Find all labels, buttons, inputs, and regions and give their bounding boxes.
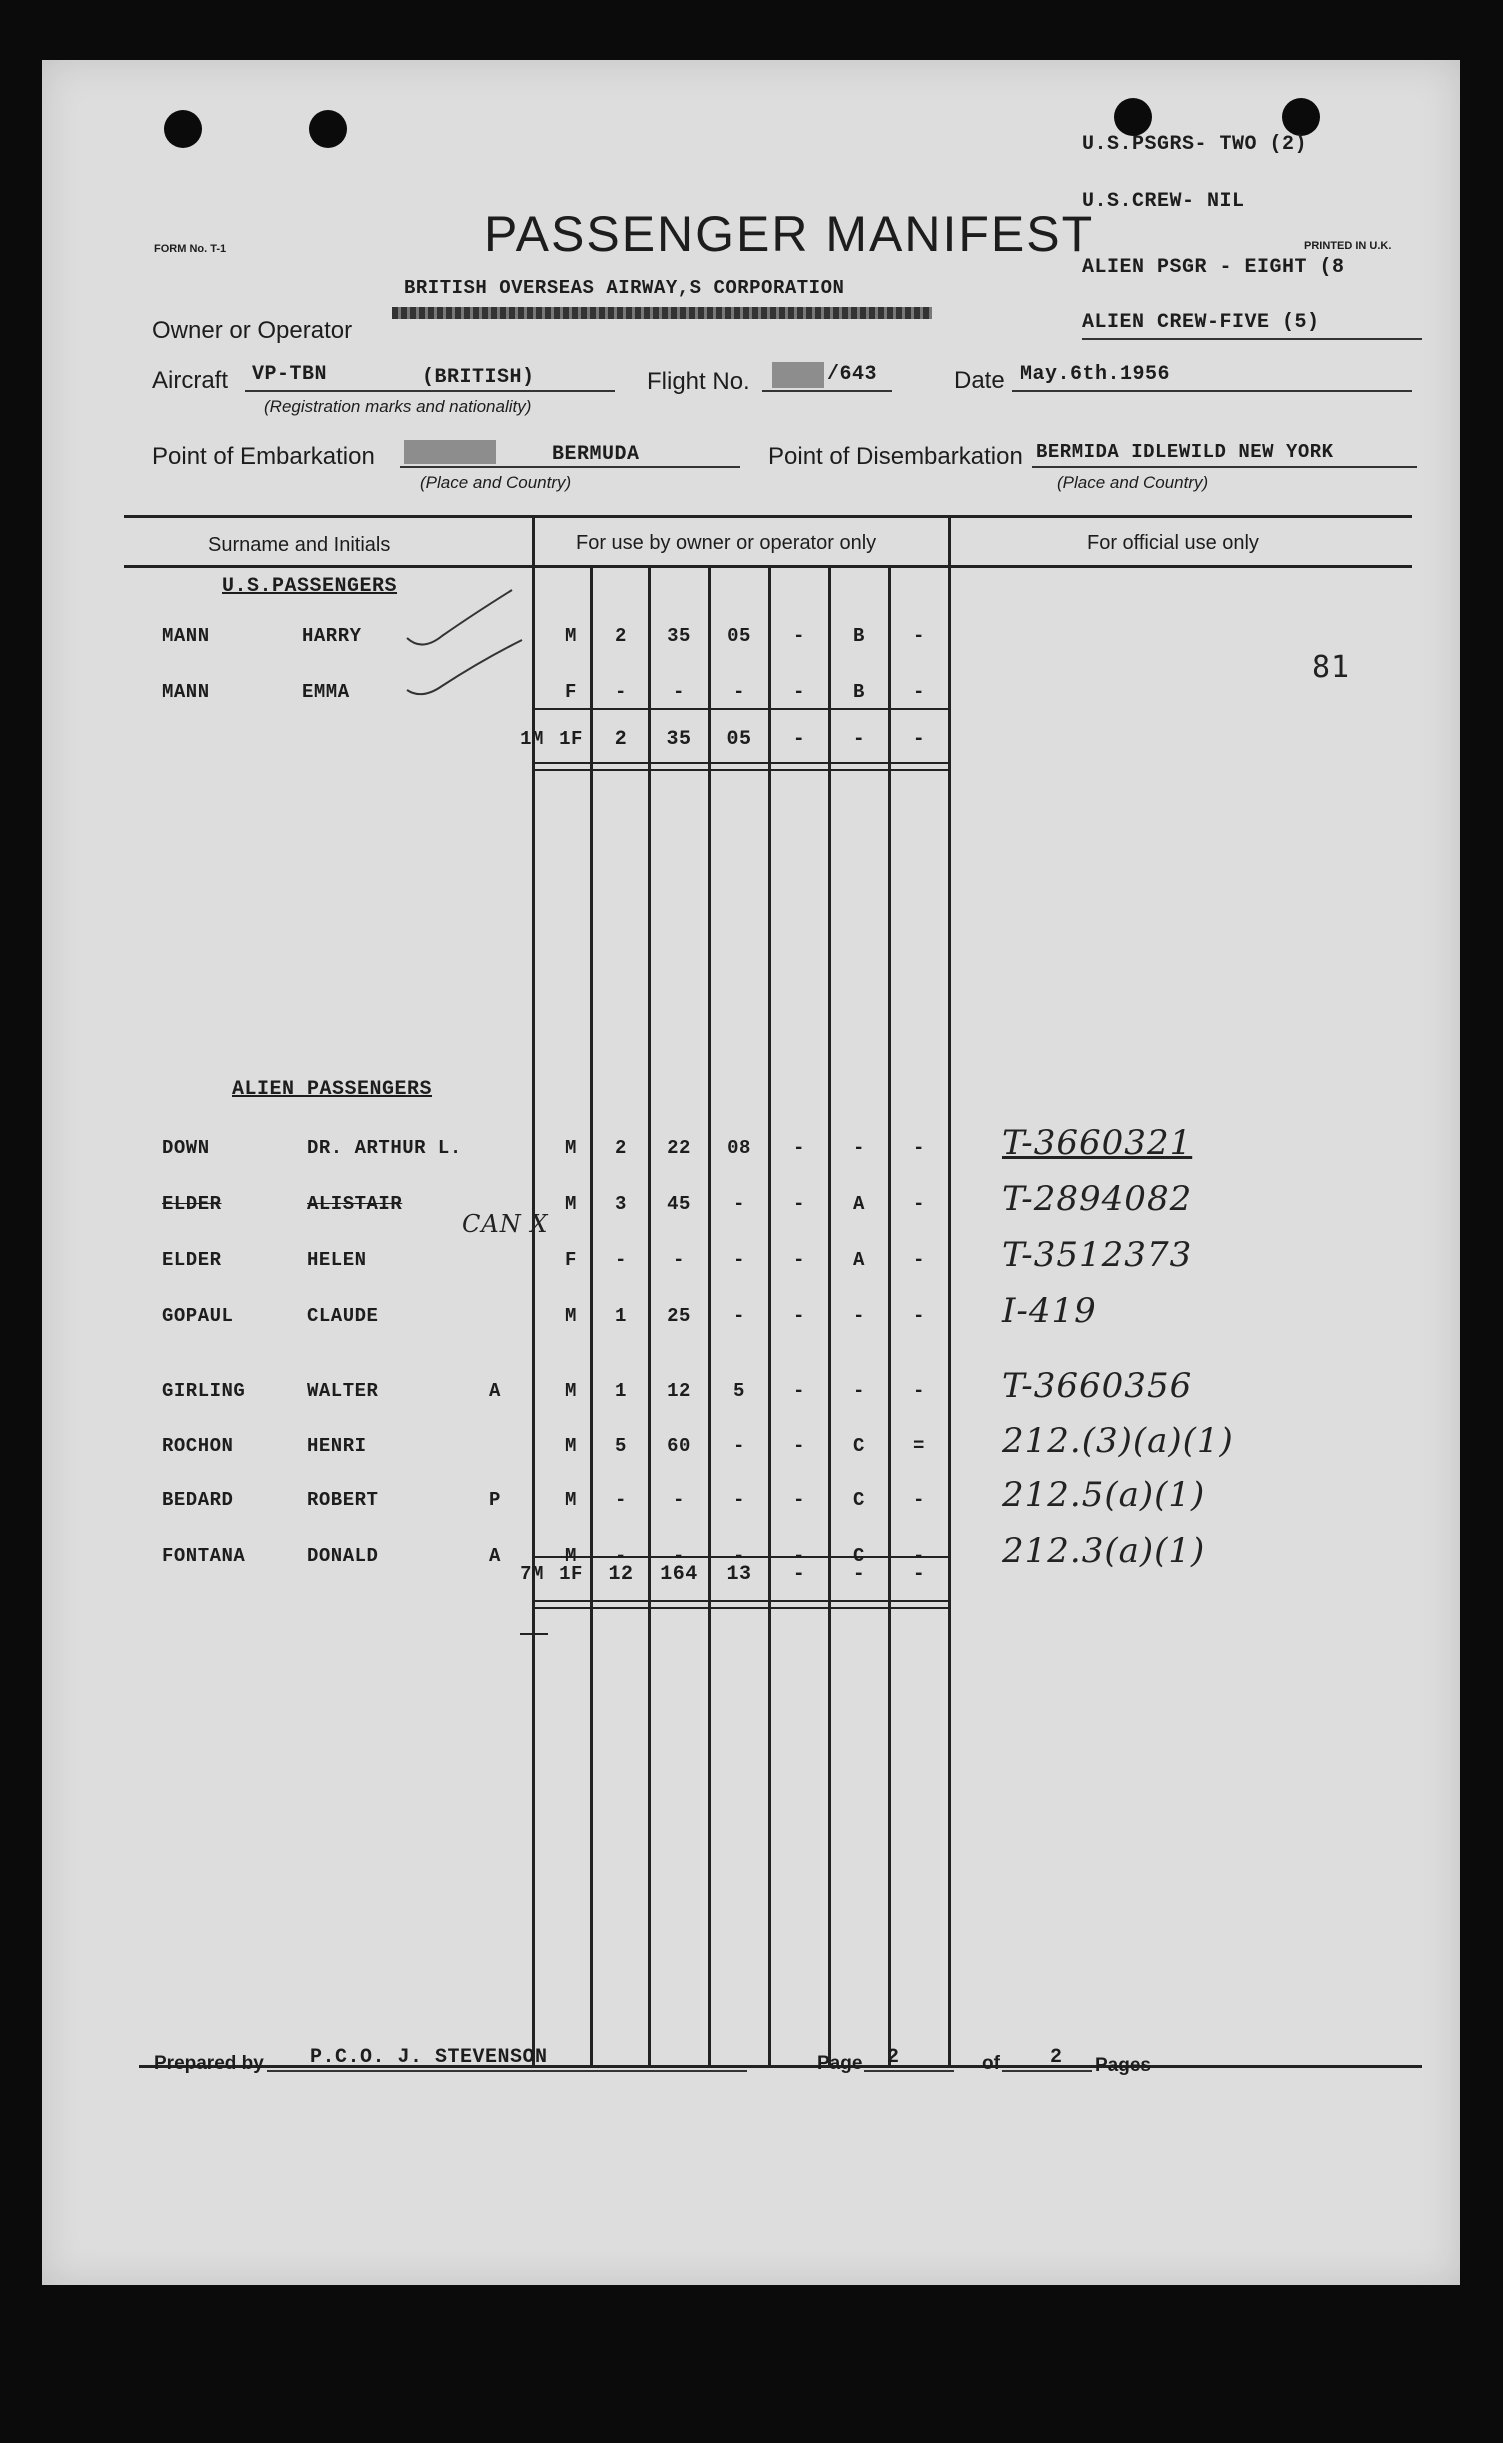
given-name-cell: HARRY — [302, 625, 362, 647]
surname-cell: ELDER — [162, 1249, 222, 1271]
official-note: 212.5(a)(1) — [1002, 1475, 1206, 1515]
owner-value: BRITISH OVERSEAS AIRWAY,S CORPORATION — [404, 277, 845, 299]
total-cell: 1F — [559, 1563, 583, 1585]
col-header-official: For official use only — [1087, 532, 1259, 554]
surname-cell: ROCHON — [162, 1435, 234, 1457]
surname-cell: GOPAUL — [162, 1305, 234, 1327]
code-cell: 12 — [667, 1380, 691, 1402]
code-cell: 5 — [615, 1435, 627, 1457]
table-top-rule — [124, 515, 1412, 518]
divider — [400, 466, 740, 468]
divider — [1032, 466, 1417, 468]
redaction — [772, 362, 824, 388]
date-label: Date — [954, 367, 1005, 394]
code-cell: - — [913, 1545, 925, 1567]
aircraft-label: Aircraft — [152, 367, 229, 394]
date-value: May.6th.1956 — [1020, 363, 1171, 386]
margin-note: 81 — [1312, 650, 1351, 685]
code-cell: - — [793, 1489, 805, 1511]
total-cell: 12 — [608, 1563, 634, 1586]
code-cell: - — [733, 1305, 745, 1327]
divider — [762, 390, 892, 392]
tick-marks — [402, 580, 562, 740]
total-cell: 35 — [666, 728, 692, 751]
code-cell: 5 — [733, 1380, 745, 1402]
col-rule — [948, 515, 951, 2065]
code-cell: - — [733, 1435, 745, 1457]
total-cell: 1F — [559, 728, 583, 750]
code-cell: 60 — [667, 1435, 691, 1457]
given-name-cell: DONALD — [307, 1545, 379, 1567]
official-note: T-2894082 — [1002, 1179, 1193, 1219]
code-cell: - — [733, 1249, 745, 1271]
given-name-cell: EMMA — [302, 681, 350, 703]
code-cell: 45 — [667, 1193, 691, 1215]
given-name-cell: WALTER — [307, 1380, 379, 1402]
code-cell: - — [733, 1489, 745, 1511]
code-cell: - — [913, 1380, 925, 1402]
surname-cell: MANN — [162, 625, 210, 647]
total-rule — [532, 762, 948, 764]
total-cell: - — [852, 1563, 866, 1586]
divider — [1002, 2070, 1092, 2072]
prepared-label: Prepared by — [154, 2053, 264, 2074]
punch-hole — [1114, 98, 1152, 136]
code-cell: 3 — [615, 1193, 627, 1215]
code-cell: - — [793, 1137, 805, 1159]
code-cell: - — [853, 1305, 865, 1327]
official-note: 212.3(a)(1) — [1002, 1531, 1206, 1571]
code-cell: - — [673, 681, 685, 703]
official-note: T-3660356 — [1002, 1366, 1193, 1406]
code-cell: C — [853, 1435, 865, 1457]
of-value: 2 — [1050, 2046, 1063, 2069]
given-name-cell: HELEN — [307, 1249, 367, 1271]
total-cell: 13 — [726, 1563, 752, 1586]
surname-cell: FONTANA — [162, 1545, 246, 1567]
surname-cell: GIRLING — [162, 1380, 246, 1402]
given-name-cell: CLAUDE — [307, 1305, 379, 1327]
code-cell: - — [913, 681, 925, 703]
divider — [1012, 390, 1412, 392]
surname-cell: DOWN — [162, 1137, 210, 1159]
code-cell: B — [853, 625, 865, 647]
punch-hole — [164, 110, 202, 148]
printed-note: PRINTED IN U.K. — [1304, 240, 1392, 252]
code-cell: - — [913, 1489, 925, 1511]
divider — [267, 2070, 747, 2072]
alien-psgr-total: ALIEN PSGR - EIGHT (8 — [1082, 256, 1345, 279]
us-crew-total: U.S.CREW- NIL — [1082, 190, 1245, 213]
struck-text — [392, 307, 932, 319]
code-cell: - — [913, 625, 925, 647]
total-cell: 164 — [660, 1563, 698, 1586]
code-cell: - — [615, 1489, 627, 1511]
punch-hole — [309, 110, 347, 148]
code-cell: - — [793, 1193, 805, 1215]
given-name-cell: HENRI — [307, 1435, 367, 1457]
code-cell: - — [793, 625, 805, 647]
code-cell: 2 — [615, 1137, 627, 1159]
disembark-value: BERMIDA IDLEWILD NEW YORK — [1036, 441, 1334, 463]
us-psgrs-total: U.S.PSGRS- TWO (2) — [1082, 133, 1308, 156]
embark-label: Point of Embarkation — [152, 443, 375, 470]
total-cell: 1M — [520, 728, 544, 750]
total-cell: 2 — [614, 728, 628, 751]
code-cell: 05 — [727, 625, 751, 647]
code-cell: 1 — [615, 1380, 627, 1402]
code-cell: M — [565, 1380, 577, 1402]
surname-cell: BEDARD — [162, 1489, 234, 1511]
code-cell: - — [853, 1380, 865, 1402]
total-cell: - — [792, 1563, 806, 1586]
code-cell: M — [565, 1305, 577, 1327]
code-cell: - — [793, 681, 805, 703]
total-cell: - — [912, 1563, 926, 1586]
given-name-cell: ALISTAIR — [307, 1193, 403, 1215]
code-cell: 08 — [727, 1137, 751, 1159]
code-cell: F — [565, 1249, 577, 1271]
code-cell: - — [793, 1435, 805, 1457]
surname-cell: ELDER — [162, 1193, 222, 1215]
code-cell: - — [793, 1545, 805, 1567]
code-cell: - — [673, 1489, 685, 1511]
code-cell: - — [913, 1305, 925, 1327]
page-label: Page — [817, 2053, 863, 2074]
total-cell: - — [792, 728, 806, 751]
official-note: I-419 — [1002, 1291, 1097, 1331]
col-header-owner: For use by owner or operator only — [576, 532, 877, 554]
pages-label: Pages — [1095, 2055, 1151, 2076]
code-cell: - — [615, 1249, 627, 1271]
code-cell: 1 — [615, 1305, 627, 1327]
official-note: T-3512373 — [1002, 1235, 1193, 1275]
official-note: 212.(3)(a)(1) — [1002, 1421, 1234, 1461]
code-cell: - — [913, 1137, 925, 1159]
col-header-surname: Surname and Initials — [208, 534, 391, 556]
code-cell: - — [913, 1249, 925, 1271]
total-rule — [532, 708, 948, 710]
aircraft-registration: VP-TBN — [252, 363, 328, 386]
disembark-caption: (Place and Country) — [1057, 473, 1209, 492]
code-cell: M — [565, 1489, 577, 1511]
official-note: T-3660321 — [1002, 1123, 1193, 1163]
code-cell: A — [853, 1193, 865, 1215]
code-cell: M — [565, 1545, 577, 1567]
redaction — [404, 440, 496, 464]
code-cell: M — [565, 1435, 577, 1457]
initial-cell: A — [489, 1380, 501, 1402]
total-rule — [532, 1600, 948, 1602]
code-cell: A — [853, 1249, 865, 1271]
embark-value: BERMUDA — [552, 443, 640, 466]
code-cell: - — [793, 1305, 805, 1327]
manifest-sheet — [42, 60, 1460, 2285]
us-section-heading: U.S.PASSENGERS — [222, 575, 398, 598]
code-cell: - — [793, 1249, 805, 1271]
code-cell: - — [733, 681, 745, 703]
code-cell: - — [913, 1193, 925, 1215]
code-cell: M — [565, 1137, 577, 1159]
code-cell: 22 — [667, 1137, 691, 1159]
flight-number: /643 — [827, 363, 878, 386]
code-cell: 25 — [667, 1305, 691, 1327]
page-value: 2 — [887, 2046, 900, 2069]
total-rule — [532, 769, 948, 771]
total-cell: - — [852, 728, 866, 751]
code-cell: F — [565, 681, 577, 703]
code-cell: 2 — [615, 625, 627, 647]
code-cell: B — [853, 681, 865, 703]
disembark-label: Point of Disembarkation — [768, 443, 1023, 470]
punch-hole — [1282, 98, 1320, 136]
total-rule — [520, 1633, 548, 1635]
owner-label: Owner or Operator — [152, 317, 353, 344]
code-cell: = — [913, 1435, 925, 1457]
code-cell: 35 — [667, 625, 691, 647]
divider — [245, 390, 615, 392]
total-rule — [532, 1607, 948, 1609]
alien-section-heading: ALIEN PASSENGERS — [232, 1078, 433, 1101]
alien-crew-total: ALIEN CREW-FIVE (5) — [1082, 311, 1320, 334]
aircraft-nationality: (BRITISH) — [422, 366, 535, 389]
code-cell: - — [733, 1545, 745, 1567]
total-cell: 05 — [726, 728, 752, 751]
code-cell: - — [853, 1137, 865, 1159]
given-name-cell: DR. ARTHUR L. — [307, 1137, 462, 1159]
of-label: of — [982, 2053, 1000, 2074]
divider — [864, 2070, 954, 2072]
total-cell: - — [912, 728, 926, 751]
total-cell: 7M — [520, 1563, 544, 1585]
cancel-note: CAN X — [462, 1210, 549, 1238]
code-cell: C — [853, 1489, 865, 1511]
initial-cell: A — [489, 1545, 501, 1567]
aircraft-caption: (Registration marks and nationality) — [264, 397, 532, 416]
given-name-cell: ROBERT — [307, 1489, 379, 1511]
initial-cell: P — [489, 1489, 501, 1511]
code-cell: - — [615, 1545, 627, 1567]
divider — [1082, 338, 1422, 340]
code-cell: - — [615, 681, 627, 703]
form-number: FORM No. T-1 — [154, 243, 227, 255]
page-title: PASSENGER MANIFEST — [484, 206, 1095, 262]
embark-caption: (Place and Country) — [420, 473, 572, 492]
flight-label: Flight No. — [647, 368, 750, 395]
prepared-value: P.C.O. J. STEVENSON — [310, 2046, 548, 2069]
code-cell: M — [565, 625, 577, 647]
code-cell: - — [673, 1545, 685, 1567]
code-cell: - — [793, 1380, 805, 1402]
surname-cell: MANN — [162, 681, 210, 703]
code-cell: C — [853, 1545, 865, 1567]
code-cell: M — [565, 1193, 577, 1215]
code-cell: - — [673, 1249, 685, 1271]
code-cell: - — [733, 1193, 745, 1215]
